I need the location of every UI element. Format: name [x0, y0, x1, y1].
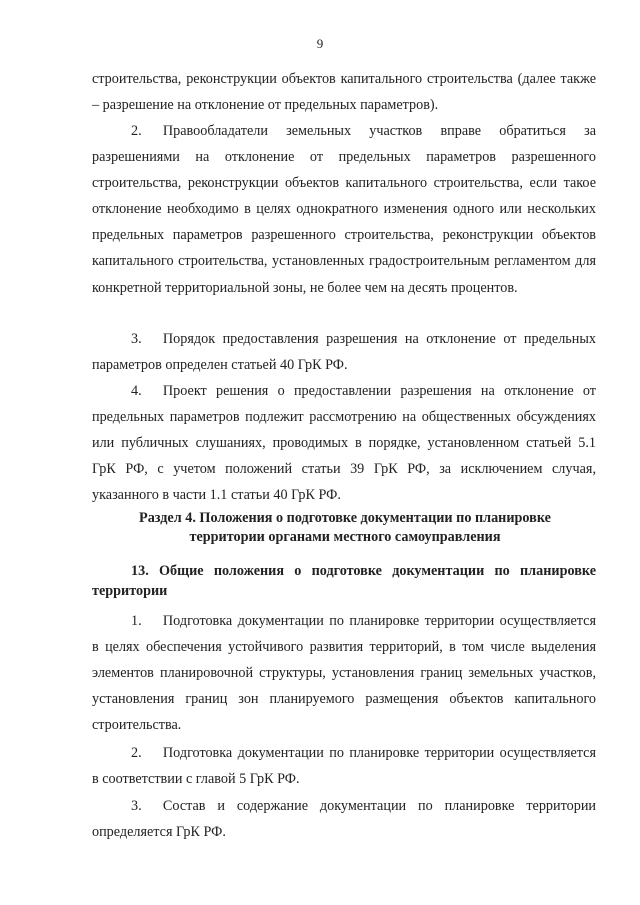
paragraph-4: 4. Проект решения о предоставлении разрешения на отклонение от предельных параметров подлежит рассмотрению на общественных обсуждениях или публичных слушаниях, проводимых в порядке, установленном статьей 5.1 ГрК РФ, с учетом положений статьи 39 ГрК РФ, за исключением случая, указанного в части 1.1 статьи 40 ГрК РФ.	[92, 383, 596, 504]
page-number: 9	[316, 36, 324, 51]
paragraph-2: 2. Правообладатели земельных участков вправе обратиться за разрешениями на отклонение от предельных параметров разрешенного строительства, реконструкции объектов капитального строительства, если такое отклонение необходимо в целях однократного изменения одного или нескольких предельных параметров разрешенного строительства, реконструкции объектов капитального строительства, установленных градостроительным регламентом для конкретной территориальной зоны, не более чем на десять процентов.	[92, 123, 596, 296]
section-heading: Раздел 4. Положения о подготовке документации по планировке территории органами местного самоуправления	[139, 510, 551, 545]
subsection-paragraph-2: 2. Подготовка документации по планировке территории осуществляется в соответствии с главой 5 ГрК РФ.	[92, 745, 596, 788]
paragraph-3: 3. Порядок предоставления разрешения на отклонение от предельных параметров определен статьей 40 ГрК РФ.	[92, 331, 596, 374]
paragraph-continuation: строительства, реконструкции объектов капитального строительства (далее также – разрешение на отклонение от предельных параметров).	[92, 71, 596, 114]
subsection-paragraph-1: 1. Подготовка документации по планировке территории осуществляется в целях обеспечения устойчивого развития территорий, в том числе выделения элементов планировочной структуры, установления границ земельных участков, установления границ зон планируемого размещения объектов капитального строительства.	[92, 613, 596, 734]
subsection-heading: 13. Общие положения о подготовке документации по планировке территории	[92, 563, 596, 599]
subsection-paragraph-3: 3. Состав и содержание документации по планировке территории определяется ГрК РФ.	[92, 798, 596, 841]
